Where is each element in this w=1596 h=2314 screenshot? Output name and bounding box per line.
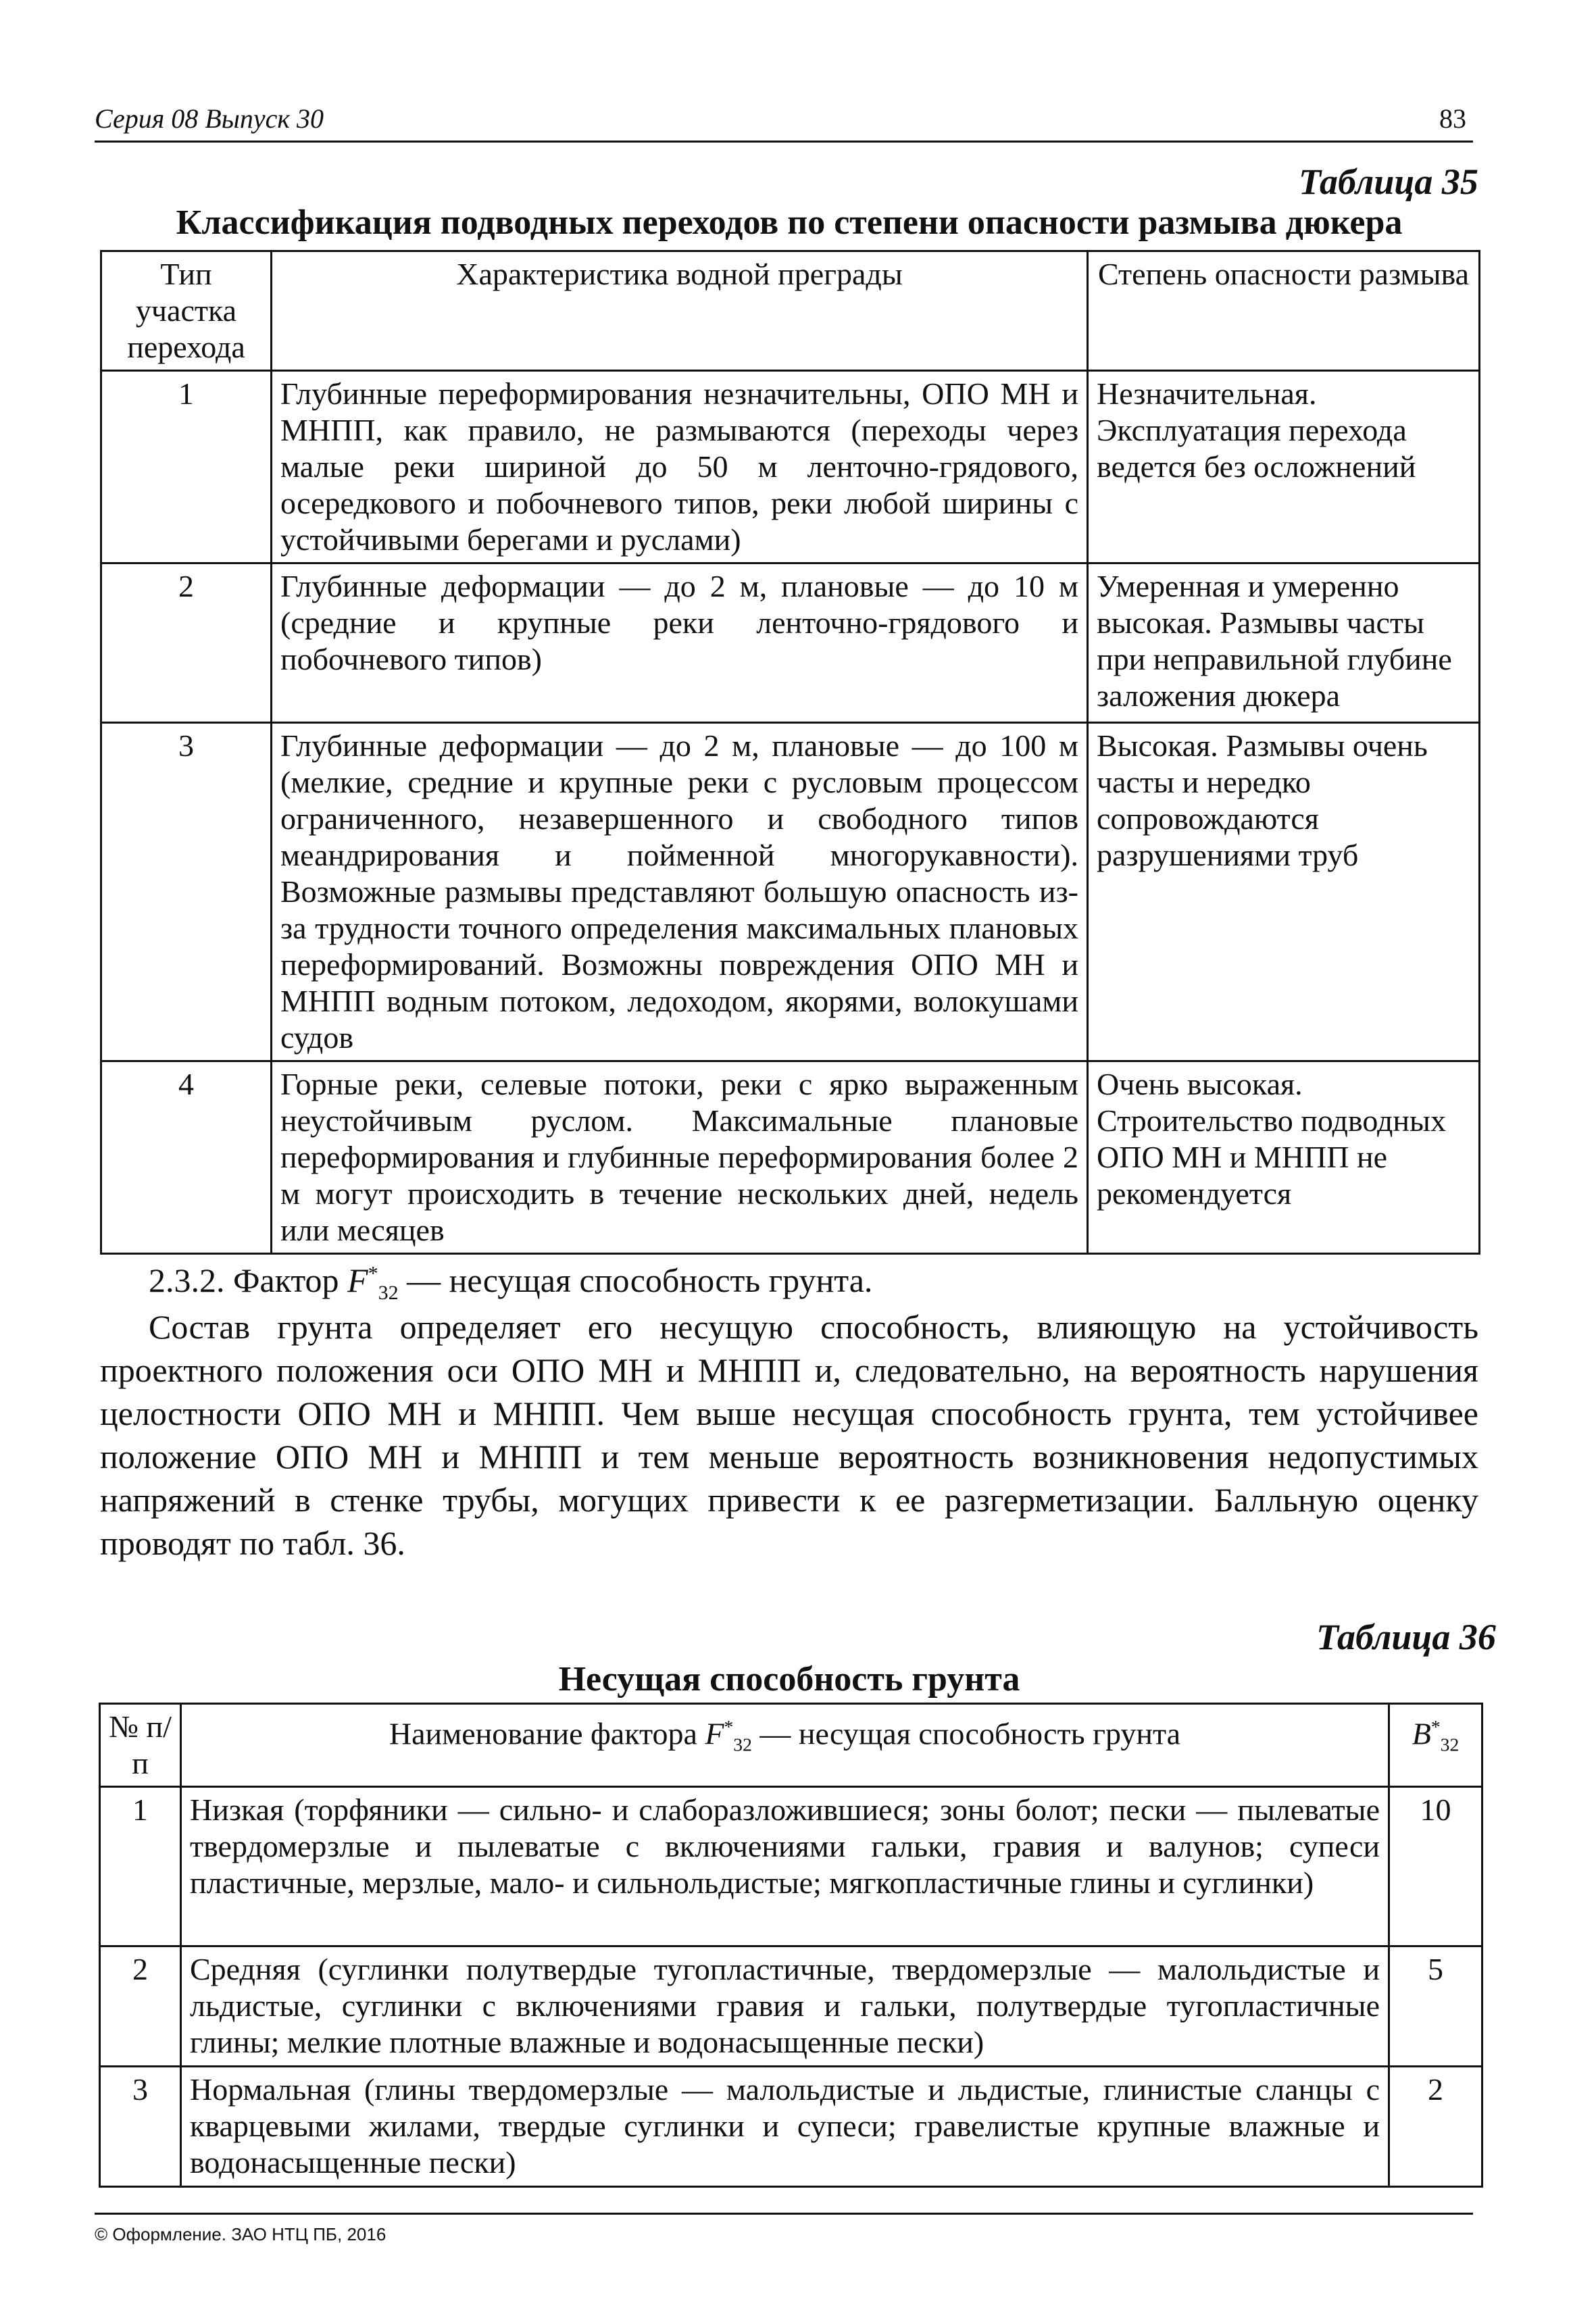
row-danger: Высокая. Размывы очень часты и нередко сопровождаются разрушениями труб (1088, 723, 1480, 1061)
table-row (100, 1946, 1482, 2067)
table-row (101, 1061, 1480, 1254)
row-score: 5 (1389, 1946, 1482, 2067)
factor-sup: * (368, 1262, 378, 1285)
column-header-number: № п/п (100, 1704, 181, 1787)
table-35-label: Таблица 35 (1299, 161, 1478, 202)
table-row (100, 1787, 1482, 1946)
table-row (101, 723, 1480, 1061)
table-header-row (100, 1704, 1482, 1787)
column-header-danger: Степень опасности размыва (1088, 251, 1480, 371)
row-characteristic: Глубинные переформирования незначительны, ОПО МН и МНПП, как правило, не размываются (переходы через малые реки шириной до 50 м ленточно-грядового, осередкового и побочневого типов, реки любой ширины с устойчивыми берегами и руслами) (272, 371, 1088, 563)
table-36 (99, 1703, 1483, 2188)
col-name-sub: 32 (733, 1734, 752, 1755)
table-36-label: Таблица 36 (1316, 1617, 1496, 1657)
factor-heading (149, 1261, 872, 1305)
row-number: 3 (101, 723, 272, 1061)
row-danger: Очень высокая. Строительство подводных ОПО МН и МНПП не рекомендуется (1088, 1061, 1480, 1254)
row-characteristic: Глубинные деформации — до 2 м, плановые — до 10 м (средние и крупные реки ленточно-грядового и побочневого типов) (272, 563, 1088, 723)
col-score-symbol: B (1412, 1716, 1431, 1751)
row-name: Средняя (суглинки полутвердые тугопластичные, твердомерзлые — малольдистые и льдистые, суглинки с включениями гравия и гальки, полутвердые тугопластичные глины; мелкие плотные влажные и водонасыщенные пески) (181, 1946, 1389, 2067)
row-characteristic: Горные реки, селевые потоки, реки с ярко выраженным неустойчивым руслом. Максимальные плановые переформирования и глубинные переформирования более 2 м могут происходить в течение нескольких дней, недель или месяцев (272, 1061, 1088, 1254)
footer-rule (95, 2213, 1473, 2215)
row-number: 2 (100, 1946, 181, 2067)
table-35 (100, 250, 1480, 1255)
row-number: 1 (100, 1787, 181, 1946)
column-header-characteristic: Характеристика водной преграды (272, 251, 1088, 371)
row-number: 2 (101, 563, 272, 723)
row-danger: Незначительная. Эксплуатация перехода ведется без осложнений (1088, 371, 1480, 563)
column-header-type: Тип участка перехода (101, 251, 272, 371)
table-35-title: Классификация подводных переходов по степени опасности размыва дюкера (176, 203, 1403, 242)
factor-sub: 32 (378, 1282, 399, 1304)
table-header-row (101, 251, 1480, 371)
footer-copyright: © Оформление. ЗАО НТЦ ПБ, 2016 (95, 2224, 386, 2244)
factor-prefix: 2.3.2. Фактор (149, 1261, 348, 1299)
row-score: 10 (1389, 1787, 1482, 1946)
column-header-name (181, 1704, 1389, 1787)
factor-symbol: F (347, 1261, 368, 1299)
page-number: 83 (1439, 103, 1466, 134)
col-name-symbol: F (705, 1716, 724, 1751)
running-header-series: Серия 08 Выпуск 30 (95, 103, 324, 134)
table-row (100, 2067, 1482, 2187)
col-name-sup: * (724, 1716, 734, 1737)
col-score-sup: * (1430, 1716, 1441, 1737)
table-row (101, 371, 1480, 563)
col-score-sub: 32 (1440, 1734, 1460, 1755)
header-rule (95, 141, 1473, 143)
col-name-suffix: — несущая способность грунта (751, 1716, 1181, 1751)
row-score: 2 (1389, 2067, 1482, 2187)
row-danger: Умеренная и умеренно высокая. Размывы часты при неправильной глубине заложения дюкера (1088, 563, 1480, 723)
row-number: 3 (100, 2067, 181, 2187)
body-paragraph: Состав грунта определяет его несущую способность, влияющую на устойчивость проектного положения оси ОПО МН и МНПП и, следовательно, на вероятность нарушения целостности ОПО МН и МНПП. Чем выше несущая способность грунта, тем устойчивее положение ОПО МН и МНПП и тем меньше вероятность возникновения недопустимых напряжений в стенке трубы, могущих привести к ее разгерметизации. Балльную оценку проводят по табл. 36. (100, 1308, 1478, 1562)
col-name-prefix: Наименование фактора (389, 1716, 705, 1751)
column-header-score (1389, 1704, 1482, 1787)
table-36-title: Несущая способность грунта (558, 1660, 1020, 1699)
row-number: 4 (101, 1061, 272, 1254)
factor-suffix: — несущая способность грунта. (398, 1261, 873, 1299)
row-number: 1 (101, 371, 272, 563)
row-characteristic: Глубинные деформации — до 2 м, плановые — до 100 м (мелкие, средние и крупные реки с русловым процессом ограниченного, незавершенного и свободного типов меандрирования и пойменной многорукавности). Возможные размывы представляют большую опасность из-за трудности точного определения максимальных плановых переформирований. Возможны повреждения ОПО МН и МНПП водным потоком, ледоходом, якорями, волокушами судов (272, 723, 1088, 1061)
row-name: Нормальная (глины твердомерзлые — малольдистые и льдистые, глинистые сланцы с кварцевыми жилами, твердые суглинки и супеси; гравелистые крупные влажные и водонасыщенные пески) (181, 2067, 1389, 2187)
row-name: Низкая (торфяники — сильно- и слаборазложившиеся; зоны болот; пески — пылеватые твердомерзлые и пылеватые с включениями гальки, гравия и валунов; супеси пластичные, мерзлые, мало- и сильнольдистые; мягкопластичные глины и суглинки) (181, 1787, 1389, 1946)
table-row (101, 563, 1480, 723)
